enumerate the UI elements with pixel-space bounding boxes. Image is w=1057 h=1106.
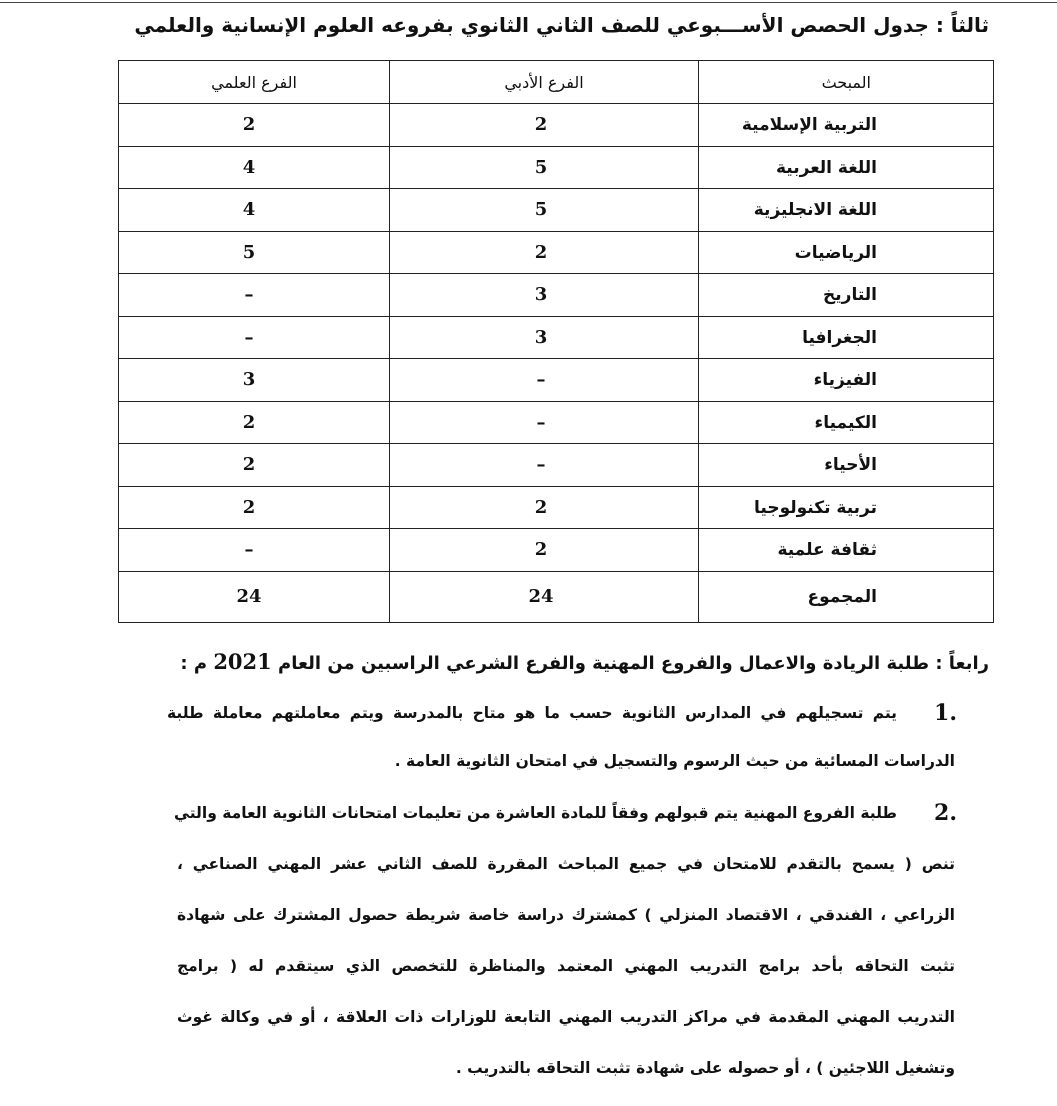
cell-total-scientific: 24 xyxy=(119,571,390,622)
cell-scientific: 4 xyxy=(119,146,390,189)
list-item-1 xyxy=(167,700,957,796)
paragraph-line: تثبت التحاقه بأحد برامج التدريب المهني المعتمد والمناظرة للتخصص الذي سيتقدم له ( برامج xyxy=(177,957,955,975)
cell-subject: ثقافة علمية xyxy=(699,529,994,572)
cell-literary: 5 xyxy=(390,189,699,232)
cell-literary: 2 xyxy=(390,104,699,147)
cell-literary: – xyxy=(390,401,699,444)
header-literary: الفرع الأدبي xyxy=(390,61,699,104)
cell-scientific: 2 xyxy=(119,401,390,444)
cell-subject: الفيزياء xyxy=(699,359,994,402)
cell-literary: – xyxy=(390,444,699,487)
section-title: ثالثاً : جدول الحصص الأســـبوعي للصف الثاني الثانوي بفروعه العلوم الإنسانية والعلمي xyxy=(134,13,989,37)
table-row xyxy=(119,231,994,274)
cell-scientific: 2 xyxy=(119,486,390,529)
cell-total-literary: 24 xyxy=(390,571,699,622)
cell-scientific: – xyxy=(119,274,390,317)
cell-subject: الجغرافيا xyxy=(699,316,994,359)
cell-total-label: المجموع xyxy=(699,571,994,622)
paragraph-line: الدراسات المسائية من حيث الرسوم والتسجيل في امتحان الثانوية العامة . xyxy=(394,752,955,770)
table-row xyxy=(119,146,994,189)
list-marker: 1. xyxy=(934,700,957,726)
table-total-row xyxy=(119,571,994,622)
table-row xyxy=(119,529,994,572)
cell-subject: الأحياء xyxy=(699,444,994,487)
paragraph-line: التدريب المهني المقدمة في مراكز التدريب المهني التابعة للوزارات ذات العلاقة ، أو في وكالة غوث xyxy=(177,1008,955,1026)
paragraph-line: يتم تسجيلهم في المدارس الثانوية حسب ما هو متاح بالمدرسة ويتم معاملتهم معاملة طلبة xyxy=(167,704,897,722)
cell-scientific: 4 xyxy=(119,189,390,232)
table-row xyxy=(119,486,994,529)
cell-literary: – xyxy=(390,359,699,402)
cell-subject: الكيمياء xyxy=(699,401,994,444)
cell-scientific: – xyxy=(119,316,390,359)
table-header-row xyxy=(119,61,994,104)
cell-literary: 2 xyxy=(390,231,699,274)
cell-literary: 2 xyxy=(390,529,699,572)
paragraph-line: طلبة الفروع المهنية يتم قبولهم وفقاً للمادة العاشرة من تعليمات امتحانات الثانوية العامة والتي xyxy=(174,804,897,822)
list-item-2 xyxy=(174,800,957,1106)
cell-subject: الرياضيات xyxy=(699,231,994,274)
table-row xyxy=(119,274,994,317)
top-divider xyxy=(0,2,1057,3)
cell-literary: 5 xyxy=(390,146,699,189)
cell-subject: التربية الإسلامية xyxy=(699,104,994,147)
section-four-year: 2021 xyxy=(213,649,272,674)
section-four-suffix: م : xyxy=(180,653,208,674)
cell-subject: اللغة الانجليزية xyxy=(699,189,994,232)
cell-scientific: – xyxy=(119,529,390,572)
list-marker: 2. xyxy=(934,800,957,826)
cell-subject: تربية تكنولوجيا xyxy=(699,486,994,529)
section-four-heading-text: رابعاً : طلبة الريادة والاعمال والفروع المهنية والفرع الشرعي الراسبين من العام xyxy=(278,653,989,674)
cell-literary: 2 xyxy=(390,486,699,529)
paragraph-line: وتشغيل اللاجئين ) ، أو حصوله على شهادة تثبت التحاقه بالتدريب . xyxy=(455,1059,955,1077)
cell-scientific: 5 xyxy=(119,231,390,274)
paragraph-line: تنص ( يسمح بالتقدم للامتحان في جميع المباحث المقررة للصف الثاني عشر المهني الصناعي ، xyxy=(177,855,955,873)
cell-literary: 3 xyxy=(390,316,699,359)
cell-subject: اللغة العربية xyxy=(699,146,994,189)
cell-subject: التاريخ xyxy=(699,274,994,317)
weekly-schedule-table xyxy=(118,60,994,623)
section-four-heading xyxy=(89,648,989,678)
table-row xyxy=(119,444,994,487)
header-scientific: الفرع العلمي xyxy=(119,61,390,104)
table-row xyxy=(119,189,994,232)
cell-scientific: 2 xyxy=(119,444,390,487)
table-row xyxy=(119,104,994,147)
cell-literary: 3 xyxy=(390,274,699,317)
table-row xyxy=(119,316,994,359)
header-subject: المبحث xyxy=(699,61,994,104)
cell-scientific: 2 xyxy=(119,104,390,147)
table-row xyxy=(119,401,994,444)
cell-scientific: 3 xyxy=(119,359,390,402)
table-row xyxy=(119,359,994,402)
paragraph-line: الزراعي ، الفندقي ، الاقتصاد المنزلي ) كمشترك دراسة خاصة شريطة حصول المشترك على شهادة xyxy=(177,906,955,924)
